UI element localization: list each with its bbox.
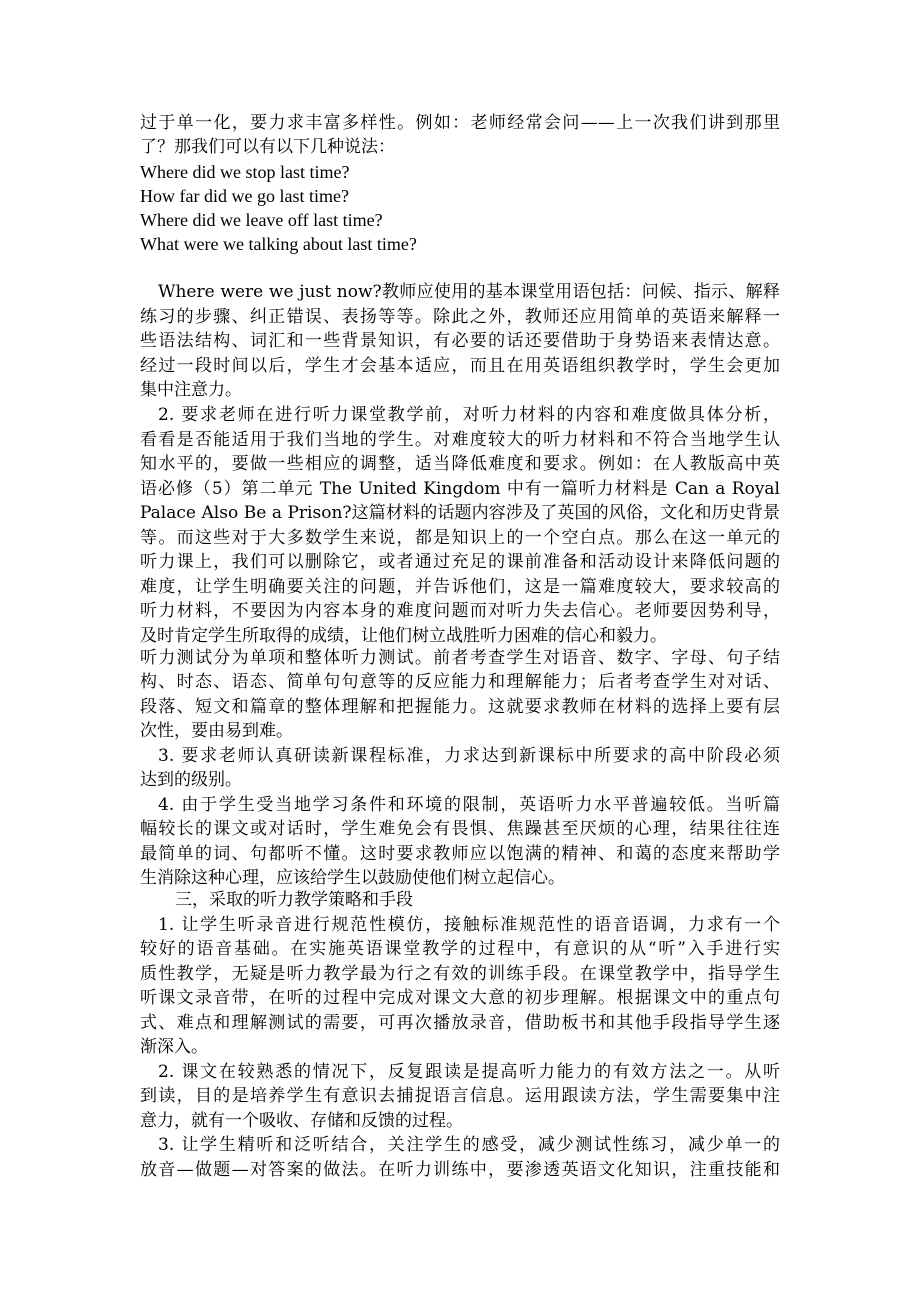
text-line: Where were we just now?教师应使用的基本课堂用语包括：问候、指示、解释 [158,282,780,302]
text-line: 质性教学，无疑是听力教学最为行之有效的训练手段。在课堂教学中，指导学生 [140,964,780,984]
text-line: 段落、短文和篇章的整体理解和把握能力。这就要求教师在材料的选择上要有层 [140,697,780,717]
text-line: 听力材料，不要因为内容本身的难度问题而对听力失去信心。老师要因势利导， [140,601,780,621]
text-line: 3. 要求老师认真研读新课程标准，力求达到新课标中所要求的高中阶段必须 [158,746,780,766]
text-line: Palace Also Be a Prison?这篇材料的话题内容涉及了英国的风俗，文化和历史背景 [140,503,780,523]
text-line: 2. 要求老师在进行听力课堂教学前，对听力材料的内容和难度做具体分析， [158,405,780,425]
text-line: 及时肯定学生所取得的成绩，让他们树立战胜听力困难的信心和毅力。 [140,626,667,646]
text-line: 知水平的，要做一些相应的调整，适当降低难度和要求。例如：在人教版高中英 [140,454,780,474]
text-line: 渐深入。 [140,1037,208,1057]
text-line: 较好的语音基础。在实施英语课堂教学的过程中，有意识的从“听”入手进行实 [140,939,780,959]
text-line: 生消除这种心理，应该给学生以鼓励使他们树立起信心。 [140,868,565,888]
text-line: 听力课上，我们可以删除它，或者通过充足的课前准备和活动设计来降低问题的 [140,552,780,572]
text-line: 过于单一化，要力求丰富多样性。例如：老师经常会问——上一次我们讲到那里 [140,113,780,133]
text-line: 听力测试分为单项和整体听力测试。前者考查学生对语音、数字、字母、句子结 [140,648,780,668]
text-line: 意力，就有一个吸收、存储和反馈的过程。 [140,1111,463,1131]
text-line: 1. 让学生听录音进行规范性模仿，接触标准规范性的语音语调，力求有一个 [158,915,780,935]
text-line: Where did we stop last time? [140,162,350,182]
text-line: 集中注意力。 [140,380,242,400]
section-heading: 三，采取的听力教学策略和手段 [175,890,413,910]
text-line: 构、时态、语态、简单句句意等的反应能力和理解能力；后者考查学生对对话、 [140,672,780,692]
text-line: 式、难点和理解测试的需要，可再次播放录音，借助板书和其他手段指导学生逐 [140,1013,780,1033]
text-line: 最简单的词、句都听不懂。这时要求教师应以饱满的精神、和蔼的态度来帮助学 [140,844,780,864]
text-line: 放音—做题—对答案的做法。在听力训练中，要渗透英语文化知识，注重技能和 [140,1160,780,1180]
text-line: 练习的步骤、纠正错误、表扬等等。除此之外，教师还应用简单的英语来解释一 [140,307,780,327]
text-line: 听课文录音带，在听的过程中完成对课文大意的初步理解。根据课文中的重点句 [140,988,780,1008]
text-line: 看看是否能适用于我们当地的学生。对难度较大的听力材料和不符合当地学生认 [140,430,780,450]
text-line: 达到的级别。 [140,770,242,790]
text-line: 语必修（5）第二单元 The United Kingdom 中有一篇听力材料是 Can a Royal [140,479,780,499]
text-line: 经过一段时间以后，学生才会基本适应，而且在用英语组织教学时，学生会更加 [140,356,780,376]
text-line: 4. 由于学生受当地学习条件和环境的限制，英语听力水平普遍较低。当听篇 [158,795,780,815]
text-line: 2. 课文在较熟悉的情况下，反复跟读是提高听力能力的有效方法之一。从听 [158,1062,780,1082]
text-line: How far did we go last time? [140,186,349,206]
text-line: 3. 让学生精听和泛听结合，关注学生的感受，减少测试性练习，减少单一的 [158,1135,780,1155]
text-line: Where did we leave off last time? [140,210,383,230]
text-line: 些语法结构、词汇和一些背景知识，有必要的话还要借助于身势语来表情达意。 [140,331,780,351]
text-line: 难度，让学生明确要关注的问题，并告诉他们，这是一篇难度较大，要求较高的 [140,577,780,597]
text-line: 幅较长的课文或对话时，学生难免会有畏惧、焦躁甚至厌烦的心理，结果往往连 [140,819,780,839]
text-line: What were we talking about last time? [140,234,417,254]
text-line: 等。而这些对于大多数学生来说，都是知识上的一个空白点。那么在这一单元的 [140,528,780,548]
text-line: 次性，要由易到难。 [140,721,293,741]
text-line: 了？那我们可以有以下几种说法： [140,137,395,157]
text-line: 到读，目的是培养学生有意识去捕捉语言信息。运用跟读方法，学生需要集中注 [140,1086,780,1106]
